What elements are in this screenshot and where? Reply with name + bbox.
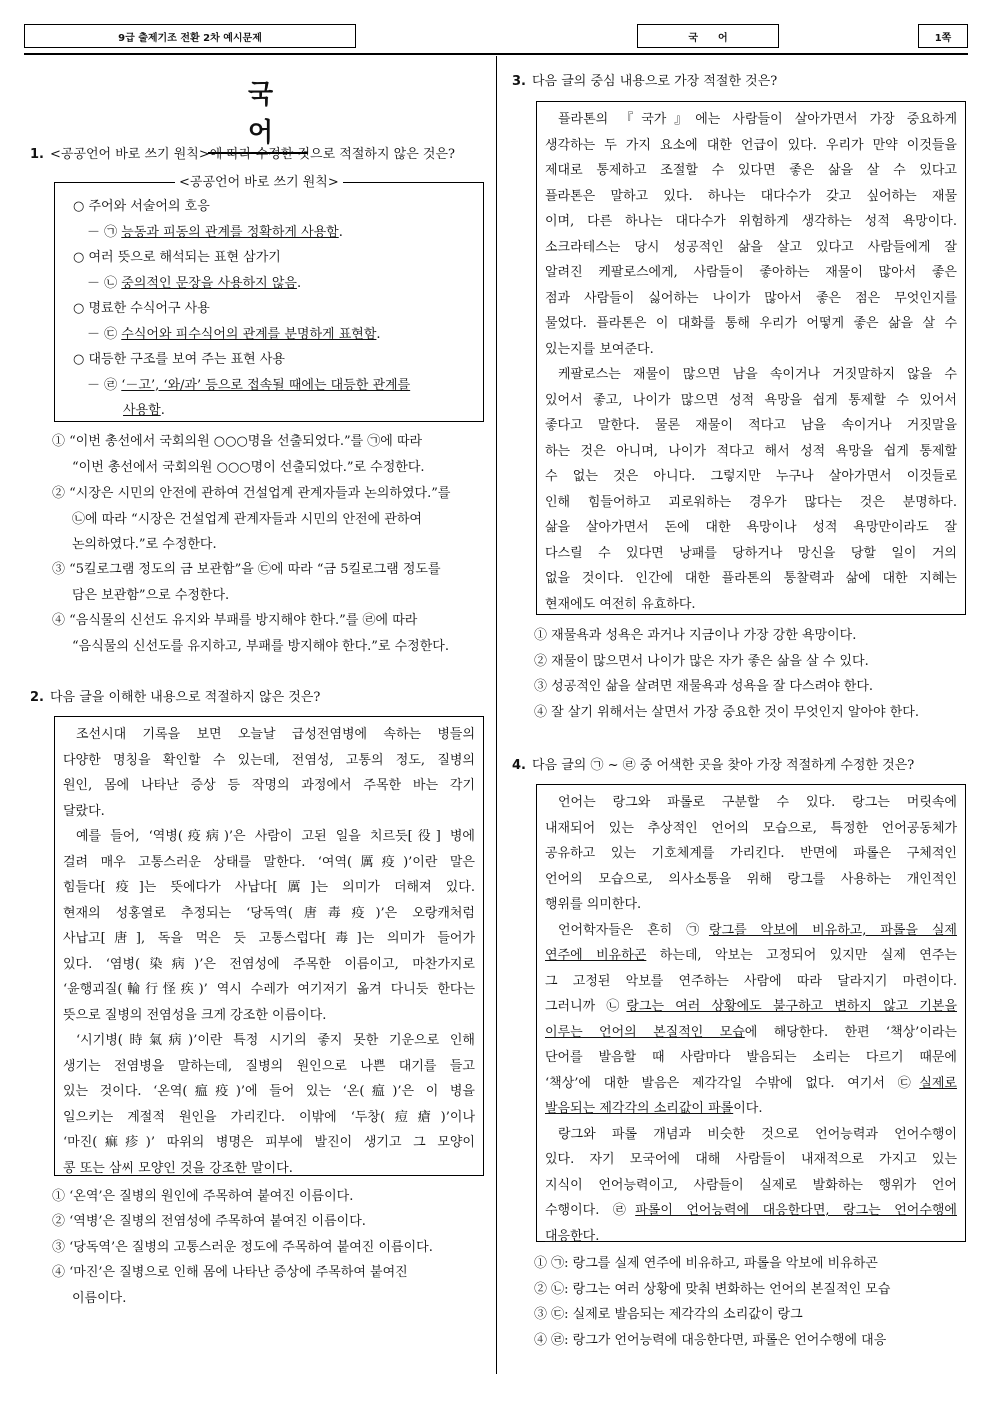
passage-line: 단어를 발음할 때 사람마다 발음되는 소리는 다르기 때문에 — [545, 1050, 957, 1065]
passage-line: 점과 사람들이 싫어하는 나이가 많아서 좋은 점은 무엇인지를 — [545, 290, 957, 306]
passage-line: 걸려 매우 고통스러운 상태를 말한다. ‘여역(厲疫)’이란 말은 — [63, 854, 475, 870]
q1-rule: ○ 명료한 수식어구 사용 — [73, 301, 210, 316]
passage-line: 삶을 살아가면서 돈에 대한 욕망이나 성적 욕망만이라도 잘 — [545, 520, 957, 535]
passage-line: ‘책상’에 대한 발음은 제각각일 수밖에 없다. 여기서 ㉢실제로 — [545, 1075, 957, 1091]
passage-line: 현재의 성홍열로 추정되는 ‘당독역(唐毒疫)’은 오랑캐처럼 — [63, 905, 475, 921]
passage-line: 행위를 의미한다. — [545, 897, 642, 912]
passage-line: 랑그와 파롤 개념과 비슷한 것으로 언어능력과 언어수행이 — [558, 1126, 957, 1142]
q4-option-1[interactable]: ① ㉠: 랑그를 실제 연주에 비유하고, 파롤을 악보에 비유하곤 — [534, 1256, 878, 1271]
q2-option-2[interactable]: ② ‘역병’은 질병의 전염성에 주목하여 붙여진 이름이다. — [52, 1214, 366, 1229]
q3-option-3[interactable]: ③ 성공적인 삶을 살려면 재물욕과 성욕을 잘 다스려야 한다. — [534, 679, 874, 694]
q2-stem: 2. 다음 글을 이해한 내용으로 적절하지 않은 것은? — [30, 690, 321, 705]
passage-line: 원인, 몸에 나타난 증상 등 작명의 과정에서 주목한 바는 각기 — [63, 778, 475, 793]
exam-header-page: 1쪽 — [918, 24, 968, 48]
q1-rule: － ㉠ 능동과 피동의 관계를 정확하게 사용함. — [87, 224, 343, 240]
passage-line: 수행이다. ㉣파롤이 언어능력에 대응한다면, 랑그는 언어수행에 — [545, 1203, 957, 1218]
passage-line: 있다. 자기 모국어에 대해 사람들이 내재적으로 가지고 있는 — [545, 1152, 957, 1167]
q1-rule: ○ 대등한 구조를 보여 주는 표현 사용 — [73, 352, 285, 367]
q1-rule: ○ 여러 뜻으로 해석되는 표현 삼가기 — [73, 250, 281, 265]
passage-line: 언어학자들은 흔히 ㉠랑그를 악보에 비유하고, 파롤을 실제 — [558, 922, 957, 938]
passage-line: ‘시기병(時氣病)’이란 특정 시기의 좋지 못한 기운으로 인해 — [76, 1033, 475, 1048]
passage-line: 플라톤의 『국가』에는 사람들이 살아가면서 가장 중요하게 — [558, 112, 957, 127]
passage-line: 언어는 랑그와 파롤로 구분할 수 있다. 랑그는 머릿속에 — [558, 795, 957, 810]
q1-number: 1. — [30, 147, 44, 162]
passage-line: ‘윤행괴질(輪行怪疾)’ 역시 수레가 여기저기 옮겨 다니듯 한다는 — [63, 982, 475, 997]
q4-option-4[interactable]: ④ ㉣: 랑그가 언어능력에 대응한다면, 파롤은 언어수행에 대응 — [534, 1333, 887, 1348]
passage-line: 힘들다[疫]는 뜻에다가 사납다[厲]는 의미가 더해져 있다. — [63, 880, 475, 895]
passage-line: 이루는 언어의 본질적인 모습에 해당한다. 한편 ‘책상’이라는 — [545, 1024, 957, 1040]
q2-option-3[interactable]: ③ ‘당독역’은 질병의 고통스러운 정도에 주목하여 붙여진 이름이다. — [52, 1240, 433, 1255]
passage-line: 예를 들어, ‘역병(疫病)’은 사람이 고된 일을 치르듯[役] 병에 — [76, 829, 475, 844]
q3-option-1[interactable]: ① 재물욕과 성욕은 과거나 지금이나 가장 강한 욕망이다. — [534, 628, 857, 643]
passage-line: 연주에 비유하곤 하는데, 악보는 고정되어 있지만 실제 연주는 — [545, 948, 957, 963]
subject-title: 국 어 — [208, 76, 308, 154]
passage-line: 생각하는 두 가지 요소에 대한 언급이 있다. 우리가 만약 이것들을 — [545, 137, 957, 153]
passage-line: 좋다고 말한다. 물론 재물이 적다고 남을 속이거나 거짓말을 — [545, 418, 957, 433]
passage-line: 달랐다. — [63, 803, 105, 819]
passage-line: 현재에도 여전히 유효하다. — [545, 596, 696, 612]
column-divider — [496, 56, 497, 1374]
passage-line: 내재되어 있는 추상적인 언어의 모습으로, 특정한 언어공동체가 — [545, 820, 957, 836]
passage-line: 다스릴 수 있다면 낭패를 당하거나 망신을 당할 일이 거의 — [545, 545, 957, 561]
passage-line: 수 없는 것은 아니다. 그렇지만 누구나 살아가면서 이것들로 — [545, 469, 957, 484]
q1-rule: － ㉢ 수식어와 피수식어의 관계를 분명하게 표현함. — [87, 326, 381, 342]
q1-rules-box — [54, 182, 484, 422]
passage-line: 케팔로스는 재물이 많으면 남을 속이거나 거짓말하지 않을 수 — [558, 367, 957, 382]
q2-option-1[interactable]: ① ‘온역’은 질병의 원인에 주목하여 붙여진 이름이다. — [52, 1189, 354, 1204]
passage-line: 언어의 모습으로, 의사소통을 위해 랑그를 사용하는 개인적인 — [545, 871, 957, 887]
q4-option-2[interactable]: ② ㉡: 랑그는 여러 상황에 맞춰 변화하는 언어의 본질적인 모습 — [534, 1282, 891, 1297]
passage-line: 공유하고 있는 기호체계를 가리킨다. 반면에 파롤은 구체적인 — [545, 846, 957, 861]
q3-option-4[interactable]: ④ 잘 살기 위해서는 살면서 가장 중요한 것이 무엇인지 알아야 한다. — [534, 705, 919, 720]
q3-number: 3. — [512, 74, 526, 89]
passage-line: 제대로 통제하고 조절할 수 있다면 좋은 삶을 살 수 있다고 — [545, 163, 957, 178]
q2-passage-box — [54, 716, 484, 1176]
q3-option-2[interactable]: ② 재물이 많으면서 나이가 많은 자가 좋은 삶을 살 수 있다. — [534, 654, 869, 669]
exam-header-subject: 국 어 — [637, 24, 779, 48]
q4-stem: 4. 다음 글의 ㉠ ~ ㉣ 중 어색한 곳을 찾아 가장 적절하게 수정한 것은? — [512, 758, 915, 773]
passage-line: 있는 것이다. ‘온역(瘟疫)’에 들어 있는 ‘온(瘟)’은 이 병을 — [63, 1084, 475, 1099]
q3-passage-box — [536, 101, 966, 615]
q1-rule: 사용함. — [123, 403, 165, 418]
passage-line: 소크라테스는 당시 성공적인 삶을 살고 있다고 사람들에게 잘 — [545, 239, 957, 255]
passage-line: 그러니까 ㉡랑그는 여러 상황에도 불구하고 변하지 않고 기본을 — [545, 999, 958, 1014]
passage-line: 하는 것은 아니며, 나이가 적다고 해서 성적 욕망을 쉽게 통제할 — [545, 443, 957, 459]
q1-box-title: <공공언어 바로 쓰기 원칙> — [175, 175, 343, 191]
q2-number: 2. — [30, 690, 44, 705]
q1-rule: ○ 주어와 서술어의 호응 — [73, 199, 210, 214]
passage-line: 조선시대 기록을 보면 오늘날 급성전염병에 속하는 병들의 — [76, 727, 475, 742]
passage-line: 그 고정된 악보를 연주하는 사람에 따라 달라지기 마련이다. — [545, 973, 957, 989]
q1-option-4[interactable]: ④ “음식물의 신선도 유지와 부패를 방지해야 한다.”를 ㉣에 따라 “음식물의 신선도를 유지하고, 부패를 방지해야 한다.”로 수정한다. — [52, 613, 449, 654]
q4-option-3[interactable]: ③ ㉢: 실제로 발음되는 제각각의 소리값이 랑그 — [534, 1307, 803, 1322]
exam-header-left: 9급 출제기조 전환 2차 예시문제 — [24, 24, 356, 48]
q4-number: 4. — [512, 758, 526, 773]
passage-line: 물었다. 플라톤은 이 대화를 통해 우리가 어떻게 좋은 삶을 살 수 — [545, 316, 957, 331]
q1-stem: 1. <공공언어 바로 쓰기 원칙>에 따라 수정한 것으로 적절하지 않은 것은? — [30, 147, 455, 162]
q1-option-3[interactable]: ③ “5킬로그램 정도의 금 보관함”을 ㉢에 따라 “금 5킬로그램 정도를 담은 보관함”으로 수정한다. — [52, 562, 441, 603]
passage-line: 대응한다. — [545, 1228, 600, 1244]
passage-line: 뜻으로 질병의 전염성을 크게 강조한 이름이다. — [63, 1007, 327, 1023]
q1-rule: － ㉡ 중의적인 문장을 사용하지 않음. — [87, 275, 302, 291]
passage-line: 다양한 명칭을 확인할 수 있는데, 전염성, 고통의 정도, 질병의 — [63, 752, 475, 768]
q1-option-2[interactable]: ② “시장은 시민의 안전에 관하여 건설업계 관계자들과 논의하였다.”를 ㉡에 따라 “시장은 건설업계 관계자들과 시민의 안전에 관하여 논의하였다.”로 수정한다. — [52, 486, 451, 552]
passage-line: 있다. ‘염병(染病)’은 전염성에 주목한 이름이고, 마찬가지로 — [63, 956, 475, 972]
passage-line: 없을 것이다. 인간에 대한 플라톤의 통찰력과 삶에 대한 지혜는 — [545, 571, 957, 586]
passage-line: 콩 또는 삼씨 모양인 것을 강조한 말이다. — [63, 1160, 293, 1176]
passage-line: 이며, 다른 하나는 대다수가 위험하게 생각하는 성적 욕망이다. — [545, 214, 957, 229]
passage-line: 생기는 전염병을 말하는데, 질병의 원인으로 나쁜 대기를 들고 — [63, 1058, 475, 1074]
passage-line: 있어서 좋고, 나이가 많으면 성적 욕망을 쉽게 통제할 수 있어서 — [545, 392, 957, 408]
passage-line: 있는지를 보여준다. — [545, 341, 654, 357]
passage-line: 플라톤은 말하고 있다. 하나는 대다수가 갖고 싶어하는 재물 — [545, 188, 957, 204]
q2-option-4[interactable]: ④ ‘마진’은 질병으로 인해 몸에 나타난 증상에 주목하여 붙여진 이름이다. — [52, 1265, 408, 1306]
header-rule — [24, 53, 968, 55]
passage-line: 지식이 언어능력이고, 사람들이 실제로 발화하는 행위가 언어 — [545, 1177, 957, 1193]
q1-rule: － ㉣ ‘－고’, ‘와/과’ 등으로 접속될 때에는 대등한 관계를 — [87, 377, 411, 393]
passage-line: 인해 힘들어하고 괴로워하는 경우가 많다는 것은 분명하다. — [545, 494, 957, 510]
passage-line: ‘마진(痲疹)’ 따위의 병명은 피부에 발진이 생기고 그 모양이 — [63, 1135, 475, 1150]
passage-line: 사납고[唐], 독을 먹은 듯 고통스럽다[毒]는 의미가 들어가 — [63, 931, 475, 946]
passage-line: 알려진 케팔로스에게, 사람들이 좋아하는 재물이 많아서 좋은 — [545, 265, 957, 280]
passage-line: 일으키는 계절적 원인을 가리킨다. 이밖에 ‘두창(痘瘡)’이나 — [63, 1109, 475, 1125]
q4-passage-box — [536, 784, 966, 1242]
passage-line: 발음되는 제각각의 소리값이 파롤이다. — [545, 1101, 763, 1116]
q1-option-1[interactable]: ① “이번 총선에서 국회의원 ○○○명을 선출되었다.”를 ㉠에 따라 “이번 총선에서 국회의원 ○○○명이 선출되었다.”로 수정한다. — [52, 434, 425, 475]
q3-stem: 3. 다음 글의 중심 내용으로 가장 적절한 것은? — [512, 74, 778, 89]
